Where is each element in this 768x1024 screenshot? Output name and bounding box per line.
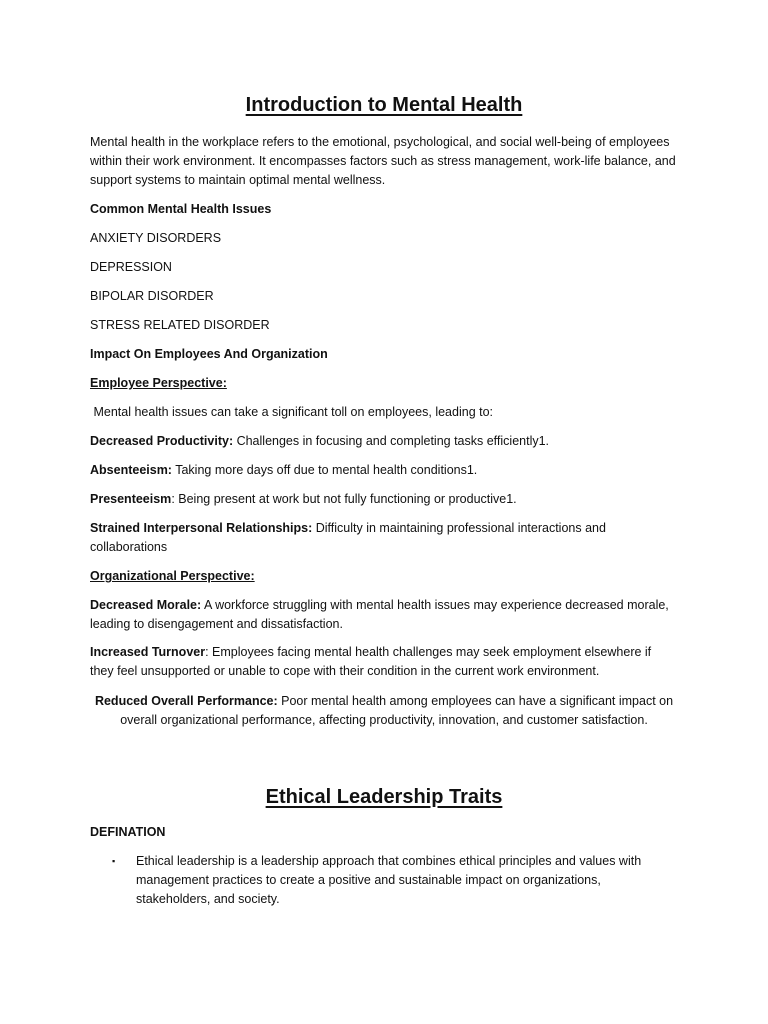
issue-item: DEPRESSION: [90, 260, 172, 274]
point-text: : Employees facing mental health challenges may seek employment elsewhere if they feel unsupported or unable to cope with their condition in the current work environment.: [90, 645, 652, 678]
employee-point: [90, 432, 690, 451]
point-text: A workforce struggling with mental health issues may experience decreased morale, leading to disengagement and dissatisfaction.: [90, 598, 669, 631]
point-text: Poor mental health among employees can have a significant impact on overall organizational performance, affecting productivity, innovation, and customer satisfaction.: [120, 694, 674, 727]
employee-point: [90, 461, 690, 480]
intro-paragraph: Mental health in the workplace refers to the emotional, psychological, and social well-being of employees within their work environment. It encompasses factors such as stress management, work-life balance, and support systems to maintain optimal mental wellness.: [90, 135, 676, 187]
point-term: Decreased Morale:: [90, 598, 202, 612]
bullet-square-icon: ▪: [112, 856, 116, 866]
point-text: Challenges in focusing and completing tasks efficiently1.: [233, 434, 550, 448]
point-text: : Being present at work but not fully functioning or productive1.: [171, 492, 517, 506]
impact-heading: Impact On Employees And Organization: [90, 347, 328, 361]
point-term: Increased Turnover: [90, 645, 206, 659]
point-text: Difficulty in maintaining professional interactions and collaborations: [90, 521, 606, 554]
page-title: Introduction to Mental Health: [245, 94, 523, 116]
employee-point: [90, 490, 690, 509]
point-term: Strained Interpersonal Relationships:: [90, 521, 313, 535]
org-point: [84, 692, 684, 730]
employee-perspective-heading: Employee Perspective:: [90, 376, 227, 390]
definition-heading: DEFINATION: [90, 825, 166, 839]
organizational-perspective-heading: Organizational Perspective:: [90, 569, 255, 583]
point-term: Decreased Productivity:: [90, 434, 234, 448]
bullet-text: Ethical leadership is a leadership approach that combines ethical principles and values with management practices to create a positive and sustainable impact on organizations, stakeholders, and society.: [136, 854, 642, 906]
issue-item: STRESS RELATED DISORDER: [90, 318, 270, 332]
point-term: Presenteeism: [90, 492, 172, 506]
point-term: Reduced Overall Performance:: [94, 694, 278, 708]
point-text: Taking more days off due to mental health conditions1.: [171, 463, 478, 477]
employee-point: [90, 519, 630, 557]
section-title: Ethical Leadership Traits: [265, 786, 503, 808]
point-term: Absenteeism:: [90, 463, 172, 477]
issue-item: BIPOLAR DISORDER: [90, 289, 214, 303]
org-point: [90, 596, 690, 634]
common-issues-heading: Common Mental Health Issues: [90, 202, 272, 216]
employee-intro: Mental health issues can take a significant toll on employees, leading to:: [90, 405, 494, 419]
org-point: [90, 643, 670, 681]
issue-item: ANXIETY DISORDERS: [90, 231, 222, 245]
